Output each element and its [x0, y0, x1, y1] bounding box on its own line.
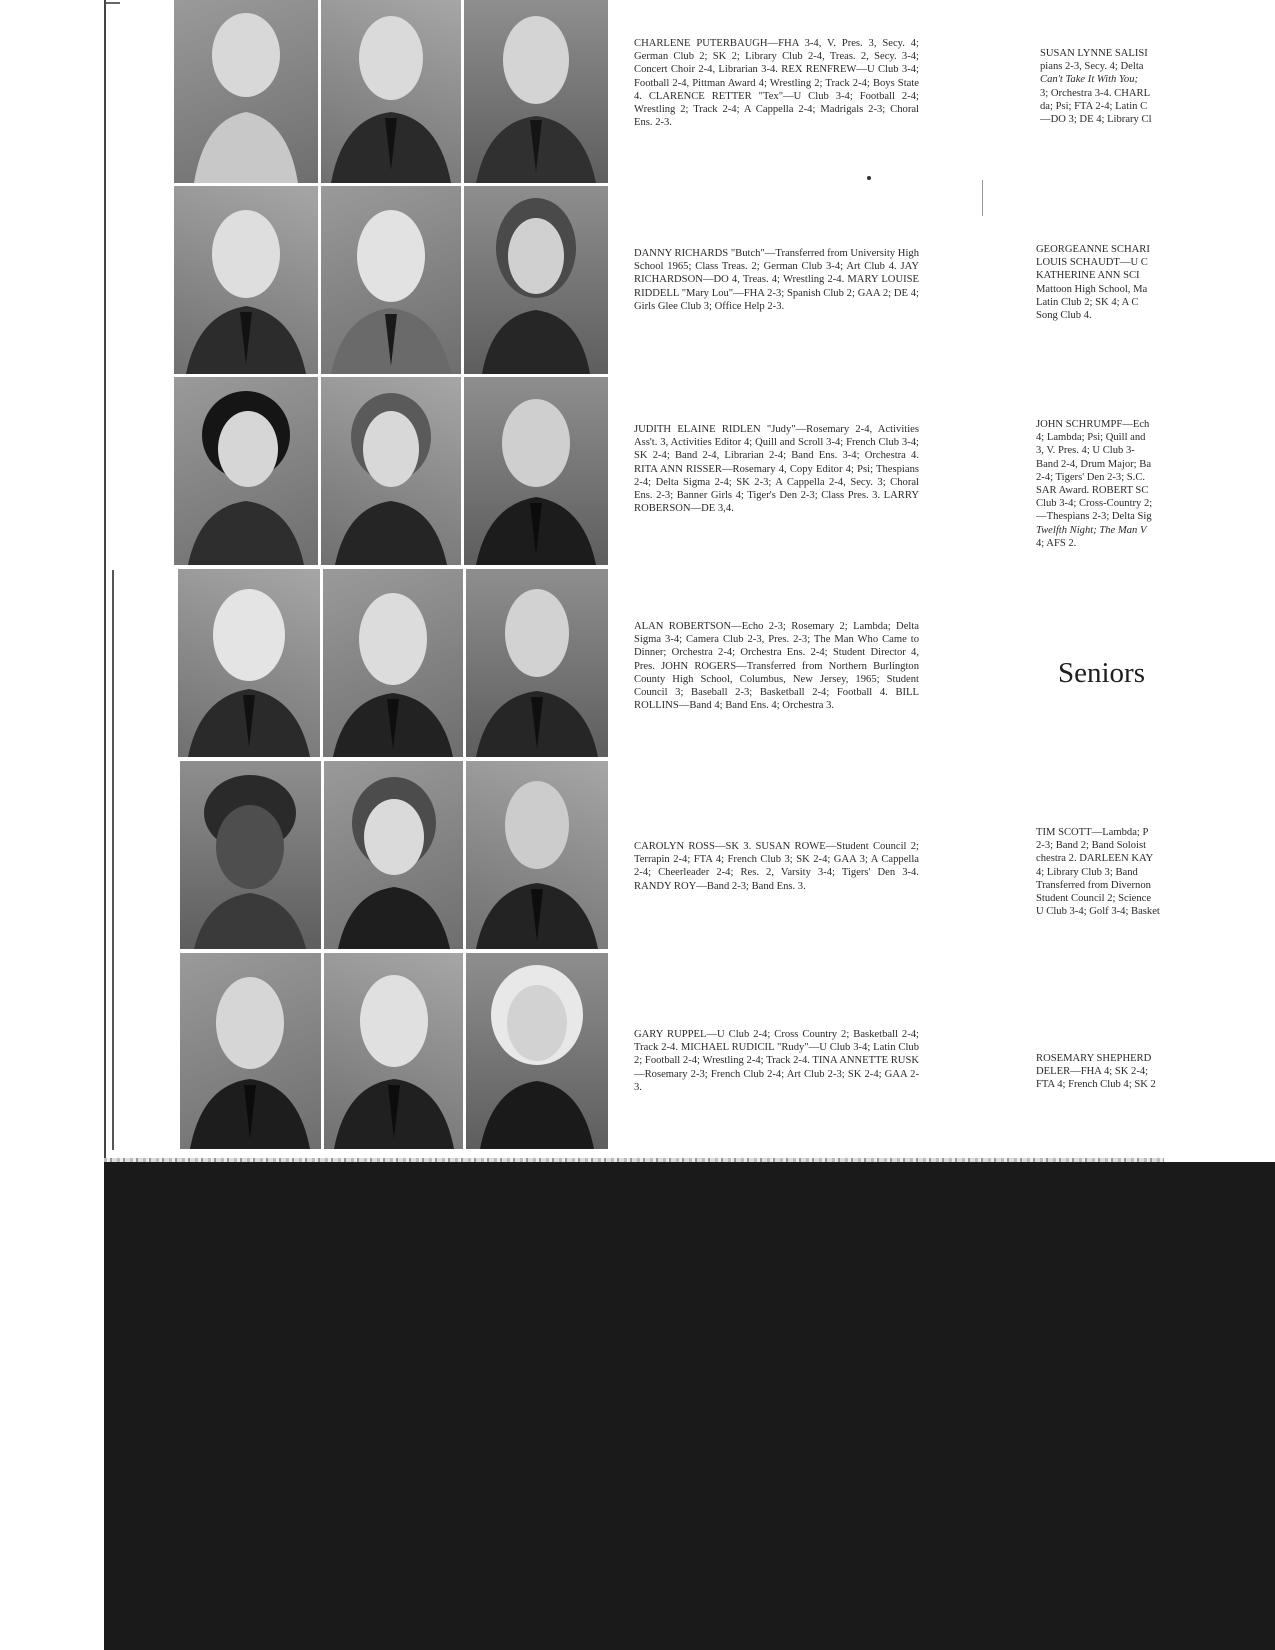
- portrait-photo: [174, 186, 318, 374]
- right-bio-line: da; Psi; FTA 2-4; Latin C: [1040, 100, 1148, 112]
- right-bio-line: GEORGEANNE SCHARI: [1036, 244, 1150, 255]
- senior-bio: ALAN ROBERTSON—Echo 2-3; Rosemary 2; Lambda; Delta Sigma 3-4; Camera Club 2-3, Pres. 2-3; The Man Who Came to Dinner; Orchestra 2-4; Orchestra Ens. 2-4; Student Director 4, Pres. JOHN ROGERS—Transferred from Northern Burlington County High School, Columbus, New Jersey, 1965; Student Council 3; Baseball 2-3; Basketball 2-4; Football 4. BILL ROLLINS—Band 4; Band Ens. 4; Orchestra 3.: [634, 621, 919, 712]
- right-bio-line: Latin Club 2; SK 4; A C: [1036, 296, 1139, 308]
- portrait-photo: [323, 569, 463, 757]
- page-edge-line-inner: [112, 570, 114, 1150]
- right-bio-line: 2-4; Tigers' Den 2-3; S.C.: [1036, 471, 1146, 483]
- senior-bio: JUDITH ELAINE RIDLEN "Judy"—Rosemary 2-4, Activities Ass't. 3, Activities Editor 4; Quill and Scroll 3-4; French Club 3-4; SK 2-4; Band 2-4, Librarian 2-4; Band Ens. 3-4; Orchestra 4. RITA ANN RISSER—Rosemary 4, Copy Editor 4; Psi; Thespians 2-4; Delta Sigma 2-4; SK 2-3; A Cappella 2-4, Secy. 3; Choral Ens. 2-3; Banner Girls 4; Tiger's Den 2-3; Class Pres. 3. LARRY ROBERSON—DE 3,4.: [634, 424, 919, 515]
- right-bio-line: TIM SCOTT—Lambda; P: [1036, 827, 1149, 838]
- portrait-photo: [324, 953, 463, 1149]
- senior-bio: CAROLYN ROSS—SK 3. SUSAN ROWE—Student Council 2; Terrapin 2-4; FTA 4; French Club 3; SK 2-4; GAA 3; A Cappella 2-4; Cheerleader 2-4; Res. 2, Varsity 3-4; Tigers' Den 3-4. RANDY ROY—Band 2-3; Band Ens. 3.: [634, 841, 919, 892]
- right-bio-line: U Club 3-4; Golf 3-4; Basket: [1036, 906, 1160, 918]
- right-bio: [1036, 418, 1162, 550]
- portrait-photo: [180, 953, 321, 1149]
- right-bio-line: —Thespians 2-3; Delta Sig: [1036, 511, 1152, 523]
- stray-mark: [982, 180, 983, 216]
- right-bio-line: Band 2-4, Drum Major; Ba: [1036, 458, 1152, 470]
- right-bio-line: 3, V. Pres. 4; U Club 3-: [1036, 445, 1135, 457]
- page-edge-tick: [106, 2, 120, 4]
- portrait-photo: [174, 377, 318, 565]
- portrait-photo: [321, 0, 461, 183]
- portrait-photo: [466, 569, 608, 757]
- right-bio-line: pians 2-3, Secy. 4; Delta: [1040, 61, 1144, 73]
- portrait-photo: [466, 953, 608, 1149]
- page-edge-line: [104, 0, 106, 1162]
- senior-bio: CHARLENE PUTERBAUGH—FHA 3-4, V. Pres. 3, Secy. 4; German Club 2; SK 2; Library Club 2-4, Treas. 2, Secy. 3-4; Concert Choir 2-4, Librarian 3-4. REX RENFREW—U Club 3-4; Football 2-4, Pittman Award 4; Wrestling 2; Track 2-4; Boys State 4. CLARENCE RETTER "Tex"—U Club 3-4; Football 2-4; Wrestling 2; Track 2-4; A Cappella 2-4; Madrigals 2-3; Choral Ens. 2-3.: [634, 38, 919, 129]
- portrait-photo: [180, 761, 321, 949]
- portrait-photo: [174, 0, 318, 183]
- right-bio-line: Transferred from Divernon: [1036, 879, 1151, 891]
- right-bio-line: chestra 2. DARLEEN KAY: [1036, 853, 1154, 865]
- right-bio-line: —DO 3; DE 4; Library Cl: [1040, 114, 1152, 126]
- right-bio: [1036, 243, 1162, 322]
- right-bio-line: Song Club 4.: [1036, 310, 1092, 322]
- section-title: Seniors: [1058, 657, 1145, 689]
- right-bio-line: JOHN SCHRUMPF—Ech: [1036, 419, 1150, 430]
- right-bio-line: LOUIS SCHAUDT—U C: [1036, 257, 1148, 269]
- right-bio-line: SUSAN LYNNE SALISI: [1040, 48, 1148, 59]
- right-bio-line: Twelfth Night; The Man V: [1036, 524, 1147, 536]
- portrait-photo: [464, 0, 608, 183]
- right-bio: [1036, 826, 1162, 918]
- right-bio-line: FTA 4; French Club 4; SK 2: [1036, 1079, 1156, 1091]
- portrait-photo: [321, 186, 461, 374]
- right-bio-line: KATHERINE ANN SCI: [1036, 270, 1140, 282]
- right-bio-line: Mattoon High School, Ma: [1036, 283, 1148, 295]
- right-bio-line: Club 3-4; Cross-Country 2;: [1036, 498, 1153, 510]
- portrait-photo: [464, 186, 608, 374]
- right-bio-line: 4; AFS 2.: [1036, 537, 1077, 549]
- right-bio-line: Can't Take It With You;: [1040, 74, 1139, 86]
- senior-bio: GARY RUPPEL—U Club 2-4; Cross Country 2; Basketball 2-4; Track 2-4. MICHAEL RUDICIL "Rudy"—U Club 3-4; Latin Club 2; Football 2-4; Wrestling 2-4; Track 2-4. TINA ANNETTE RUSK—Rosemary 2-3; French Club 2-4; Art Club 2-3; SK 2-4; GAA 2-3.: [634, 1029, 919, 1093]
- right-bio-line: 3; Orchestra 3-4. CHARL: [1040, 87, 1151, 99]
- right-bio-line: DELER—FHA 4; SK 2-4;: [1036, 1066, 1149, 1078]
- scan-black-band: [104, 1162, 1275, 1650]
- portrait-photo: [324, 761, 463, 949]
- right-bio-line: Student Council 2; Science: [1036, 893, 1152, 905]
- right-bio-line: ROSEMARY SHEPHERD: [1036, 1053, 1152, 1064]
- right-bio: [1036, 1052, 1162, 1092]
- right-bio-line: 2-3; Band 2; Band Soloist: [1036, 840, 1147, 852]
- right-bio: [1040, 47, 1162, 126]
- portrait-photo: [464, 377, 608, 565]
- portrait-photo: [178, 569, 320, 757]
- senior-bio: DANNY RICHARDS "Butch"—Transferred from University High School 1965; Class Treas. 2; German Club 3-4; Art Club 4. JAY RICHARDSON—DO 4, Treas. 4; Wrestling 2-4. MARY LOUISE RIDDELL "Mary Lou"—FHA 2-3; Spanish Club 2; GAA 2; DE 4; Girls Glee Club 3; Office Help 2-3.: [634, 248, 919, 312]
- right-bio-line: 4; Library Club 3; Band: [1036, 866, 1138, 878]
- right-bio-line: 4; Lambda; Psi; Quill and: [1036, 432, 1146, 444]
- right-bio-line: SAR Award. ROBERT SC: [1036, 485, 1149, 497]
- portrait-photo: [466, 761, 608, 949]
- stray-dot: [867, 176, 871, 180]
- portrait-photo: [321, 377, 461, 565]
